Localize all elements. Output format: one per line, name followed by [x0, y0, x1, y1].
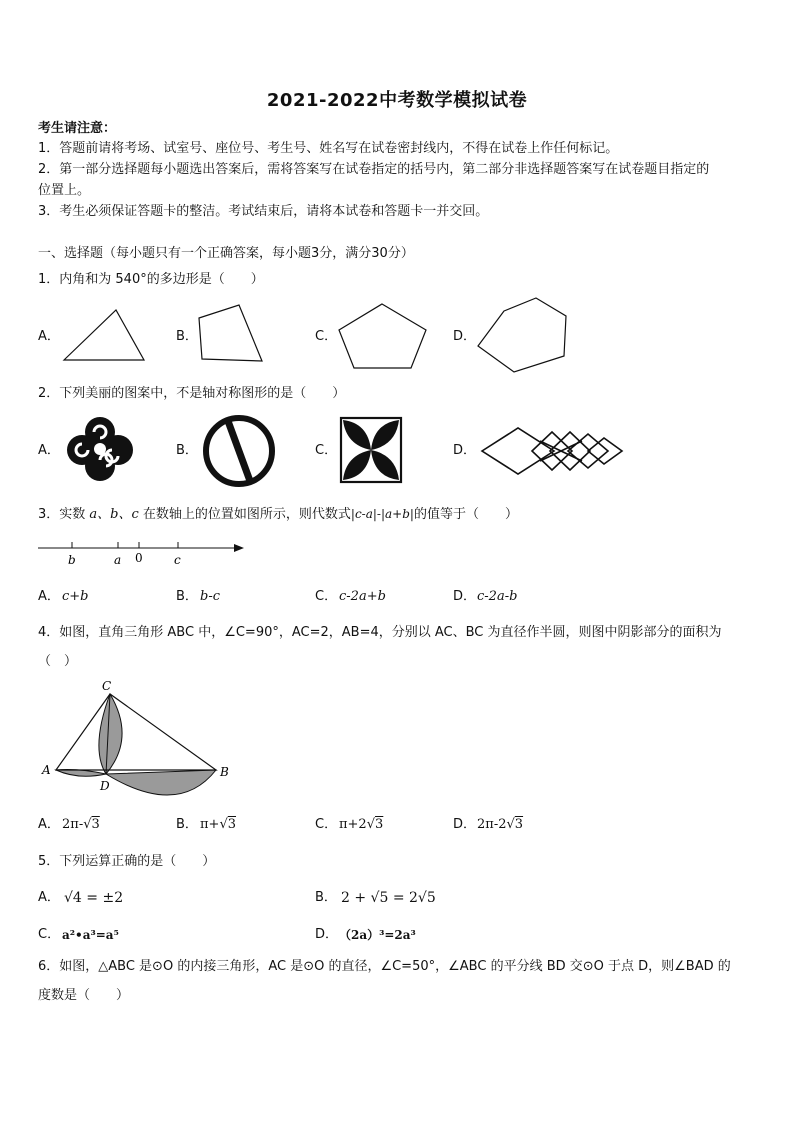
- axis-label-c: c: [174, 553, 181, 567]
- q3-option-a-text: c+b: [62, 589, 89, 604]
- q4-stem-line1: 4．如图，直角三角形 ABC 中，∠C=90°，AC=2，AB=4，分别以 AC、BC 为直径作半圆，则图中阴影部分的面积为: [38, 625, 722, 640]
- q1-option-b[interactable]: B．: [176, 329, 198, 344]
- quadrilateral-figure: [195, 302, 267, 364]
- q5-option-a-text: √4 = ±2: [64, 890, 124, 906]
- q4-option-b[interactable]: B．: [176, 817, 198, 832]
- q4-option-c[interactable]: C．: [315, 817, 338, 832]
- notice-item-2: 2．第一部分选择题每小题选出答案后，需将答案写在试卷指定的括号内，第二部分非选择题答案写在试卷题目指定的: [38, 162, 710, 177]
- swirl-pattern-figure: [64, 416, 136, 482]
- vertex-label-d: D: [100, 779, 110, 793]
- q4-option-c-text: π+2√3: [339, 817, 384, 832]
- q3-option-b-text: b-c: [200, 589, 220, 604]
- semicircle-triangle-figure: [38, 678, 238, 808]
- q4-stem-line2: （ ）: [38, 654, 78, 669]
- q2-option-a[interactable]: A．: [38, 443, 60, 458]
- notice-item-3: 3．考生必须保证答题卡的整洁。考试结束后，请将本试卷和答题卡一并交回。: [38, 204, 489, 219]
- q2-option-b[interactable]: B．: [176, 443, 198, 458]
- q4-option-a-text: 2π-√3: [62, 817, 100, 832]
- q4-option-b-text: π+√3: [200, 817, 237, 832]
- axis-label-a: a: [114, 553, 122, 567]
- q2-option-d[interactable]: D．: [453, 443, 477, 458]
- q5-option-a[interactable]: A．: [38, 890, 60, 905]
- q5-option-b[interactable]: B．: [315, 890, 337, 905]
- knot-pattern-figure: [478, 424, 626, 478]
- q6-stem-line1: 6．如图，△ABC 是⊙O 的内接三角形，AC 是⊙O 的直径，∠C=50°，∠ABC 的平分线 BD 交⊙O 于点 D，则∠BAD 的: [38, 959, 731, 974]
- vertex-label-a: A: [42, 763, 51, 777]
- q3-option-d-text: c-2a-b: [477, 589, 518, 604]
- q5-option-c-text: a²•a³=a⁵: [62, 928, 119, 942]
- q4-option-a[interactable]: A．: [38, 817, 60, 832]
- leaf-square-figure: [338, 415, 404, 485]
- q2-option-c[interactable]: C．: [315, 443, 338, 458]
- q3-option-d[interactable]: D．: [453, 589, 477, 604]
- notice-item-2-cont: 位置上。: [38, 183, 91, 198]
- axis-label-zero: 0: [135, 551, 143, 565]
- triangle-figure: [60, 300, 150, 365]
- q2-stem: 2．下列美丽的图案中，不是轴对称图形的是（ ）: [38, 386, 346, 401]
- q4-option-d[interactable]: D．: [453, 817, 477, 832]
- section-heading: 一、选择题（每小题只有一个正确答案，每小题3分，满分30分）: [38, 246, 414, 261]
- q5-stem: 5．下列运算正确的是（ ）: [38, 854, 216, 869]
- q5-option-d[interactable]: D．: [315, 927, 339, 942]
- vertex-label-c: C: [102, 679, 112, 693]
- q5-option-c[interactable]: C．: [38, 927, 61, 942]
- q3-option-c-text: c-2a+b: [339, 589, 386, 604]
- q5-option-b-text: 2 + √5 = 2√5: [341, 890, 436, 906]
- q1-option-d[interactable]: D．: [453, 329, 477, 344]
- q3-option-b[interactable]: B．: [176, 589, 198, 604]
- q6-stem-line2: 度数是（ ）: [38, 988, 130, 1003]
- q3-stem: 3．实数 a、b、c 在数轴上的位置如图所示，则代数式|c-a|-|a+b|的值等于（ ）: [38, 507, 518, 522]
- axis-label-b: b: [68, 553, 76, 567]
- prohibition-sign-figure: [200, 413, 278, 489]
- pentagon-figure: [336, 300, 430, 372]
- q4-option-d-text: 2π-2√3: [477, 817, 524, 832]
- q1-stem: 1．内角和为 540°的多边形是（ ）: [38, 272, 264, 287]
- q1-option-c[interactable]: C．: [315, 329, 338, 344]
- q3-option-a[interactable]: A．: [38, 589, 60, 604]
- vertex-label-b: B: [220, 765, 229, 779]
- notice-heading: 考生请注意：: [38, 121, 117, 136]
- notice-item-1: 1．答题前请将考场、试室号、座位号、考生号、姓名写在试卷密封线内，不得在试卷上作任何标记。: [38, 141, 619, 156]
- hexagon-figure: [474, 294, 570, 376]
- q1-option-a[interactable]: A．: [38, 329, 60, 344]
- page-title: 2021-2022中考数学模拟试卷: [266, 90, 528, 111]
- number-line-figure: [36, 536, 250, 570]
- q3-option-c[interactable]: C．: [315, 589, 338, 604]
- q5-option-d-text: （2a）³=2a³: [339, 928, 416, 942]
